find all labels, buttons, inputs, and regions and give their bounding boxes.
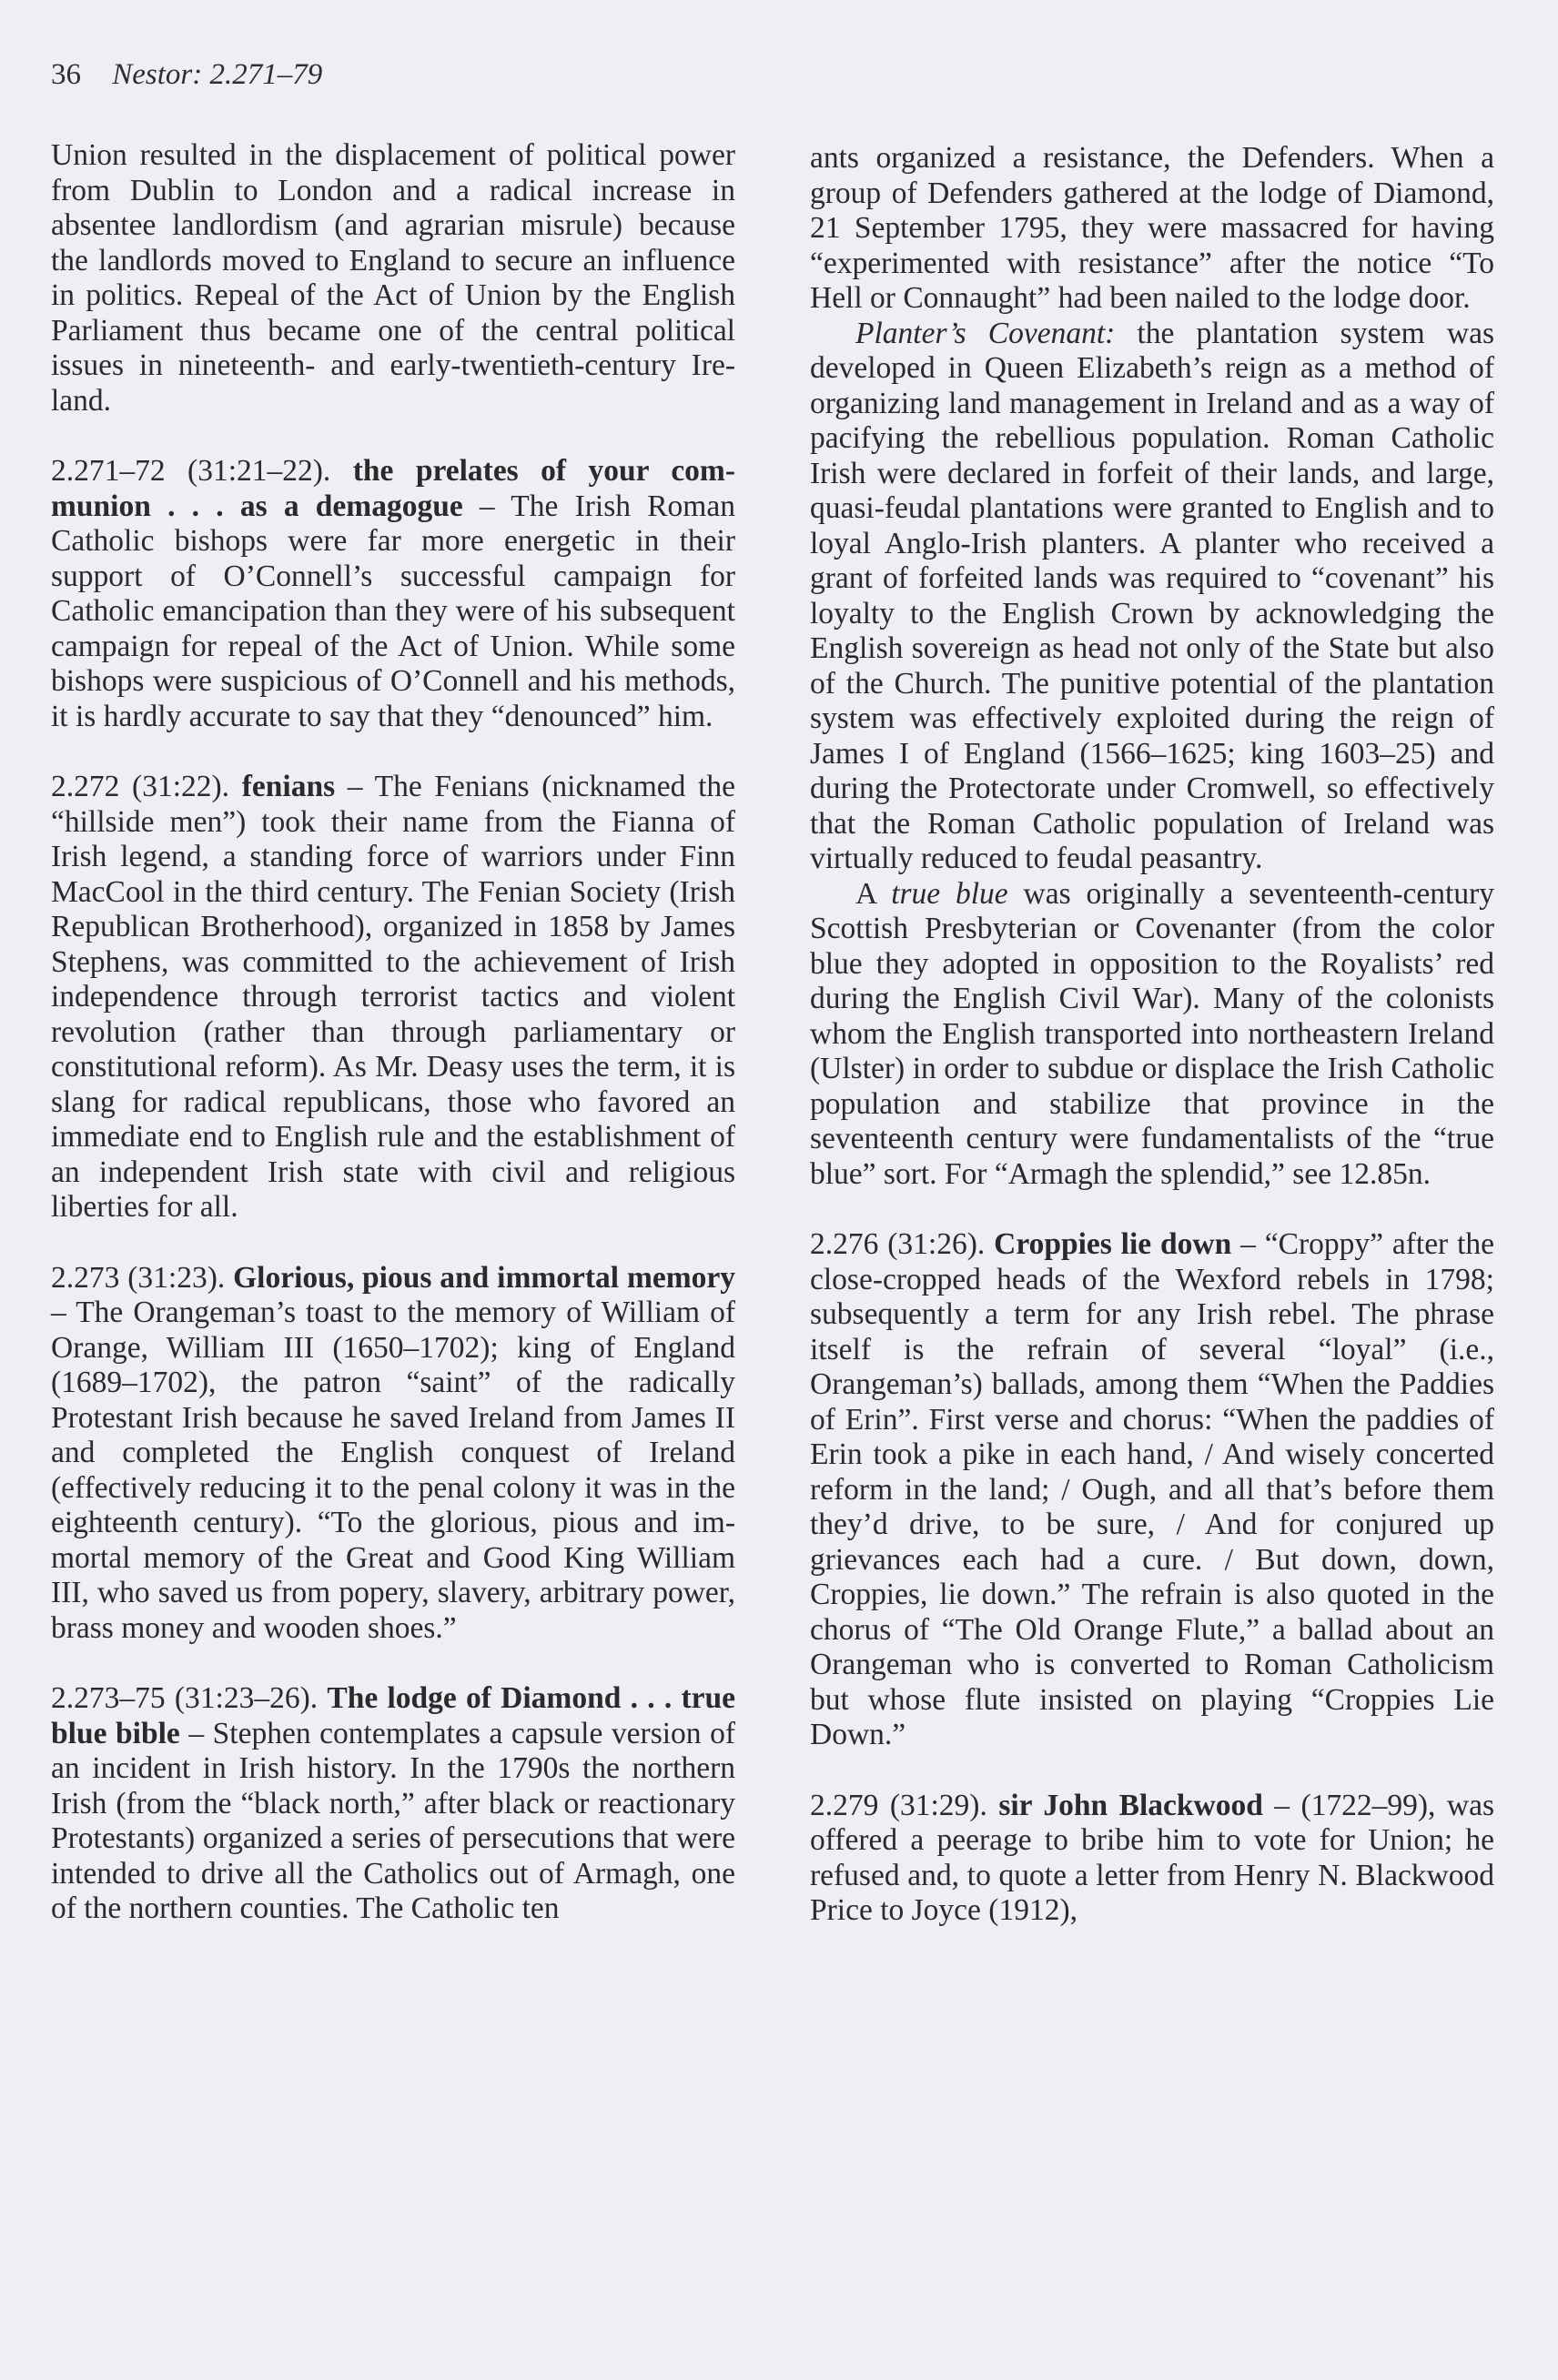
entry-dash: – xyxy=(1231,1227,1265,1261)
paragraph-text: the plantation system was developed in Queen Elizabeth’s reign as a method of organizing land management in Ireland and as a way of pacifying the rebellious population. Roman Catholic Irish were declared in forfeit of their lands, and large, quasi-feudal plantations were granted to English and to loyal Anglo-Irish planters. A planter who received a grant of forfeited lands was required to “covenant” his loyalty to the English Crown by acknowledging the English sovereign as head not only of the State but also of the Church. The punitive potential of the plantation system was effectively exploited during the reign of James I of England (1566–1625; king 1603–25) and during the Protectorate under Cromwell, so effectively that the Roman Catholic population of Ireland was virtually reduced to feudal peasantry. xyxy=(810,316,1494,875)
annotation-entry-2-273-75 xyxy=(51,1681,735,1927)
paragraph-text: ants organized a resistance, the Defenders. When a group of Defenders gathered at the lodge of Diamond, 21 September 1795, they were massacred for having “experimented with resistance” after the notice “To Hell or Connaught” had been nailed to the lodge door. xyxy=(810,141,1494,315)
entry-dash: – xyxy=(1262,1788,1301,1822)
entry-dash: – xyxy=(335,770,375,803)
entry-lemma: fenians xyxy=(241,770,336,803)
annotation-entry-2-279 xyxy=(810,1789,1494,1929)
entry-lemma: the prelates of your communion . . . as a demagogue xyxy=(51,454,735,523)
continued-entry-2-273-75 xyxy=(810,141,1494,1192)
annotation-entry-2-276 xyxy=(810,1227,1494,1753)
right-column xyxy=(810,141,1494,1964)
entry-reference: 2.272 (31:22). xyxy=(51,770,230,803)
annotation-entry-2-272 xyxy=(51,770,735,1225)
page-number: 36 xyxy=(51,58,81,91)
paragraph-text: was originally a seventeenth-century Scottish Presbyterian or Covenanter (from the color blue they adopted in opposition to the Royalists’ red during the English Civil War). Many of the colonists whom the English transported into northeastern Ireland (Ulster) in order to subdue or displace the Irish Catholic population and stabilize that province in the seventeenth century were fundamentalists of the “true blue” sort. For “Armagh the splendid,” see 12.85n. xyxy=(810,876,1494,1191)
running-head xyxy=(51,56,322,93)
paragraph-lead: A xyxy=(855,876,892,911)
running-head-title: Nestor: 2.271–79 xyxy=(112,58,323,91)
entry-text: Stephen contemplates a capsule version of an incident in Irish history. In the 1790s the northern Irish (from the “black north,” after black or reactionary Protestants) organized a series of persecutions that were intended to drive all the Catholics out of Armagh, one of the northern counties. The Catholic ten xyxy=(51,1716,736,1925)
entry-dash: – xyxy=(51,1296,76,1329)
continued-paragraph xyxy=(51,138,735,419)
entry-dash: – xyxy=(179,1716,213,1750)
annotation-entry-2-273 xyxy=(51,1261,735,1647)
italic-term: true blue xyxy=(891,876,1008,911)
entry-text: “Croppy” after the close-cropped heads of the Wexford rebels in 1798; subsequently a term for any Irish rebel. The phrase itself is the refrain of several “loyal” (i.e., Orangeman’s) ballads, among them “When the Paddies of Erin”. First verse and chorus: “When the paddies of Erin took a pike in each hand, / And wisely concerted reform in the land; / Ough, and all that’s before them they’d drive, to be sure, / And for conjured up grievances each had a cure. / But down, down, Croppies, lie down.” The refrain is also quoted in the chorus of “The Old Orange Flute,” a ballad about an Orangeman who is converted to Roman Catholicism but whose flute insisted on playing “Croppies Lie Down.” xyxy=(810,1227,1495,1751)
entry-lemma: Croppies lie down xyxy=(994,1227,1232,1261)
entry-lemma: The lodge of Diamond . . . true blue bible xyxy=(51,1681,735,1750)
italic-term: Planter’s Covenant: xyxy=(855,316,1116,350)
entry-reference: 2.276 (31:26). xyxy=(810,1227,986,1261)
left-column xyxy=(51,138,735,1962)
paragraph-text: Union resulted in the displacement of political power from Dublin to London and a radical increase in absentee landlordism (and agrarian misrule) because the landlords moved to England to secure an influence in politics. Repeal of the Act of Union by the English Parliament thus became one of the central political issues in nineteenth- and early-twentieth-century Ireland. xyxy=(51,138,735,418)
entry-reference: 2.271–72 (31:21–22). xyxy=(51,454,331,488)
entry-text: The Orangeman’s toast to the memory of William of Orange, William III (1650–1702); king of England (1689–1702), the patron “saint” of the radically Protestant Irish because he saved Ireland from James II and completed the English conquest of Ireland (effectively reducing it to the penal colony it was in the eighteenth century). “To the glorious, pious and immortal memory of the Great and Good King William III, who saved us from popery, slavery, arbitrary power, brass money and wooden shoes.” xyxy=(51,1296,735,1645)
entry-reference: 2.279 (31:29). xyxy=(810,1788,987,1822)
entry-lemma: Glorious, pious and immortal memory xyxy=(233,1260,736,1295)
paragraph-true-blue xyxy=(810,877,1494,1193)
entry-reference: 2.273 (31:23). xyxy=(51,1260,226,1295)
paragraph-planters-covenant xyxy=(810,317,1494,877)
annotation-entry-2-271-72 xyxy=(51,454,735,734)
entry-lemma: sir John Blackwood xyxy=(998,1788,1263,1822)
entry-reference: 2.273–75 (31:23–26). xyxy=(51,1681,319,1715)
entry-dash: – xyxy=(462,489,511,523)
entry-text: The Fenians (nicknamed the “hillside men”) took their name from the Fianna of Irish legend, a standing force of warriors under Finn MacCool in the third century. The Fenian Society (Irish Republican Brotherhood), organized in 1858 by James Stephens, was committed to the achievement of Irish independence through terrorist tactics and violent revolution (rather than through parliamentary or constitutional reform). As Mr. Deasy uses the term, it is slang for radical republicans, those who favored an immediate end to English rule and the establishment of an independent Irish state with civil and religious liberties for all. xyxy=(51,770,735,1224)
entry-text: (1722–99), was offered a peerage to bribe him to vote for Union; he refused and, to quote a letter from Henry N. Blackwood Price to Joyce (1912), xyxy=(810,1788,1494,1927)
entry-text: The Irish Roman Catholic bishops were far more energetic in their support of O’Connell’s successful campaign for Catholic emancipation than they were of his subsequent campaign for repeal of the Act of Union. While some bishops were suspicious of O’Connell and his methods, it is hardly accurate to say that they “denounced” him. xyxy=(51,489,735,733)
